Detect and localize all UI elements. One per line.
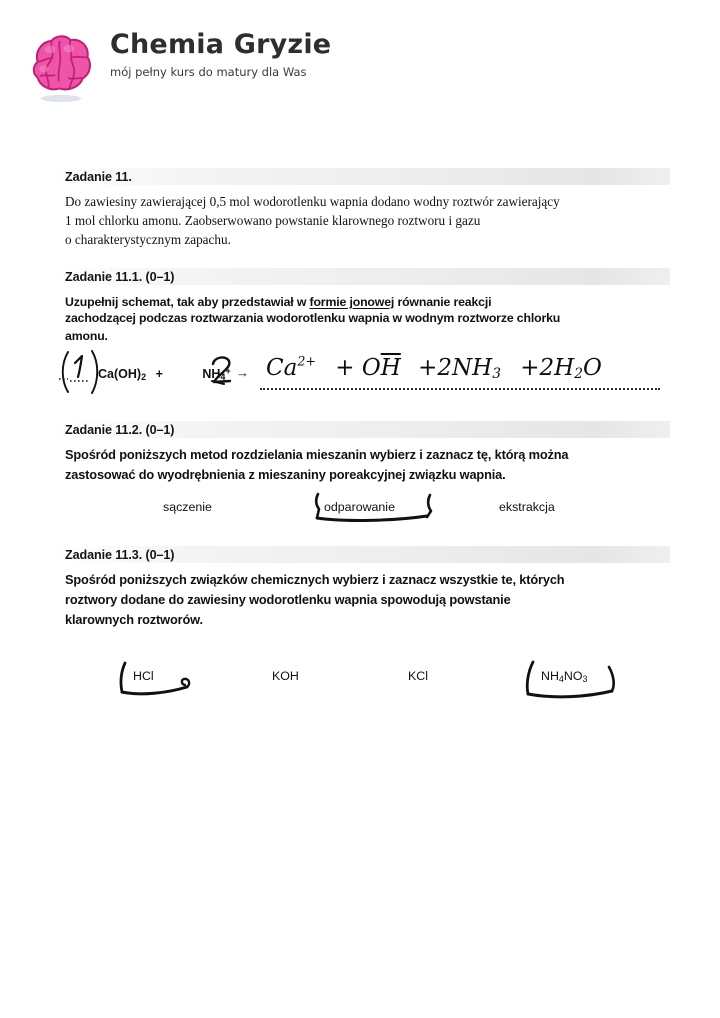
brand-subtitle: mój pełny kurs do matury dla Was — [110, 64, 307, 79]
option-hcl[interactable]: HCl — [133, 669, 154, 683]
task-11-1-equation-row — [60, 352, 660, 398]
reactant-calcium-hydroxide: $Ca(OH)_2$ — [98, 367, 147, 383]
handwritten-answer — [266, 354, 602, 383]
hand-part-nh3: $+2NH_3$ — [418, 355, 501, 383]
equation-arrow: → — [236, 365, 249, 380]
task-11-3-line-3: klarownych roztworów. — [65, 612, 203, 627]
option-koh[interactable]: KOH — [272, 669, 299, 683]
option-nh4no3[interactable]: $NH_4NO_3$ — [541, 669, 588, 684]
hand-part-h2o: $+2H_2O$ — [520, 355, 602, 383]
equation-printed-reactants — [98, 366, 231, 382]
selection-mark-hcl — [113, 660, 199, 702]
task-11-1-underlined-phrase: formie jonowej — [309, 295, 395, 309]
task-11-1-line-1 — [65, 293, 491, 311]
brand-title: Chemia Gryzie — [110, 29, 332, 60]
option-ekstrakcja[interactable]: ekstrakcja — [499, 500, 555, 514]
reactant-ammonium: $NH_4^+$ — [202, 366, 231, 383]
task-11-1-heading: Zadanie 11.1. (0–1) — [65, 270, 175, 284]
hand-part-ca: $Ca^{2+}$ — [266, 354, 316, 382]
brain-icon — [22, 26, 100, 104]
task-11-line-1: Do zawiesiny zawierającej 0,5 mol wodorotlenku wapnia dodano wodny roztwór zawierający — [65, 194, 560, 209]
task-11-line-2: 1 mol chlorku amonu. Zaobserwowano powstanie klarownego roztworu i gazu — [65, 213, 481, 228]
option-odparowanie[interactable]: odparowanie — [324, 500, 395, 514]
task-11-1-line-2: zachodzącej podczas roztwarzania wodorotlenku wapnia w wodnym roztworze chlorku — [65, 311, 561, 325]
brand-text-block — [110, 30, 331, 79]
brand-header — [22, 22, 422, 107]
task-11-2-line-2: zastosować do wyodrębnienia z mieszaniny poreakcyjnej związku wapnia. — [65, 467, 506, 482]
task-11-3-heading: Zadanie 11.3. (0–1) — [65, 548, 175, 562]
equation-answer-dotted-rule — [260, 388, 660, 390]
task-11-1-line-1-post: równanie reakcji — [394, 295, 492, 309]
task-11-2-heading: Zadanie 11.2. (0–1) — [65, 423, 175, 437]
task-11-3-line-1: Spośród poniższych związków chemicznych wybierz i zaznacz wszystkie te, których — [65, 572, 565, 587]
task-11-3-line-2: roztwory dodane do zawiesiny wodorotlenku wapnia spowodują powstanie — [65, 592, 511, 607]
task-11-heading-band — [55, 168, 670, 185]
option-kcl[interactable]: KCl — [408, 669, 428, 683]
hand-part-oh: + $O\overline{H}$ — [335, 355, 401, 382]
task-11-1-line-1-pre: Uzupełnij schemat, tak aby przedstawiał w — [65, 295, 310, 309]
task-11-2-line-1: Spośród poniższych metod rozdzielania mieszanin wybierz i zaznacz tę, którą można — [65, 447, 569, 462]
equation-plus-sign: + — [155, 367, 163, 382]
task-11-1-line-3: amonu. — [65, 329, 108, 343]
option-saczenie[interactable]: sączenie — [163, 500, 212, 514]
task-11-line-3: o charakterystycznym zapachu. — [65, 232, 231, 247]
task-11-heading: Zadanie 11. — [65, 170, 132, 184]
